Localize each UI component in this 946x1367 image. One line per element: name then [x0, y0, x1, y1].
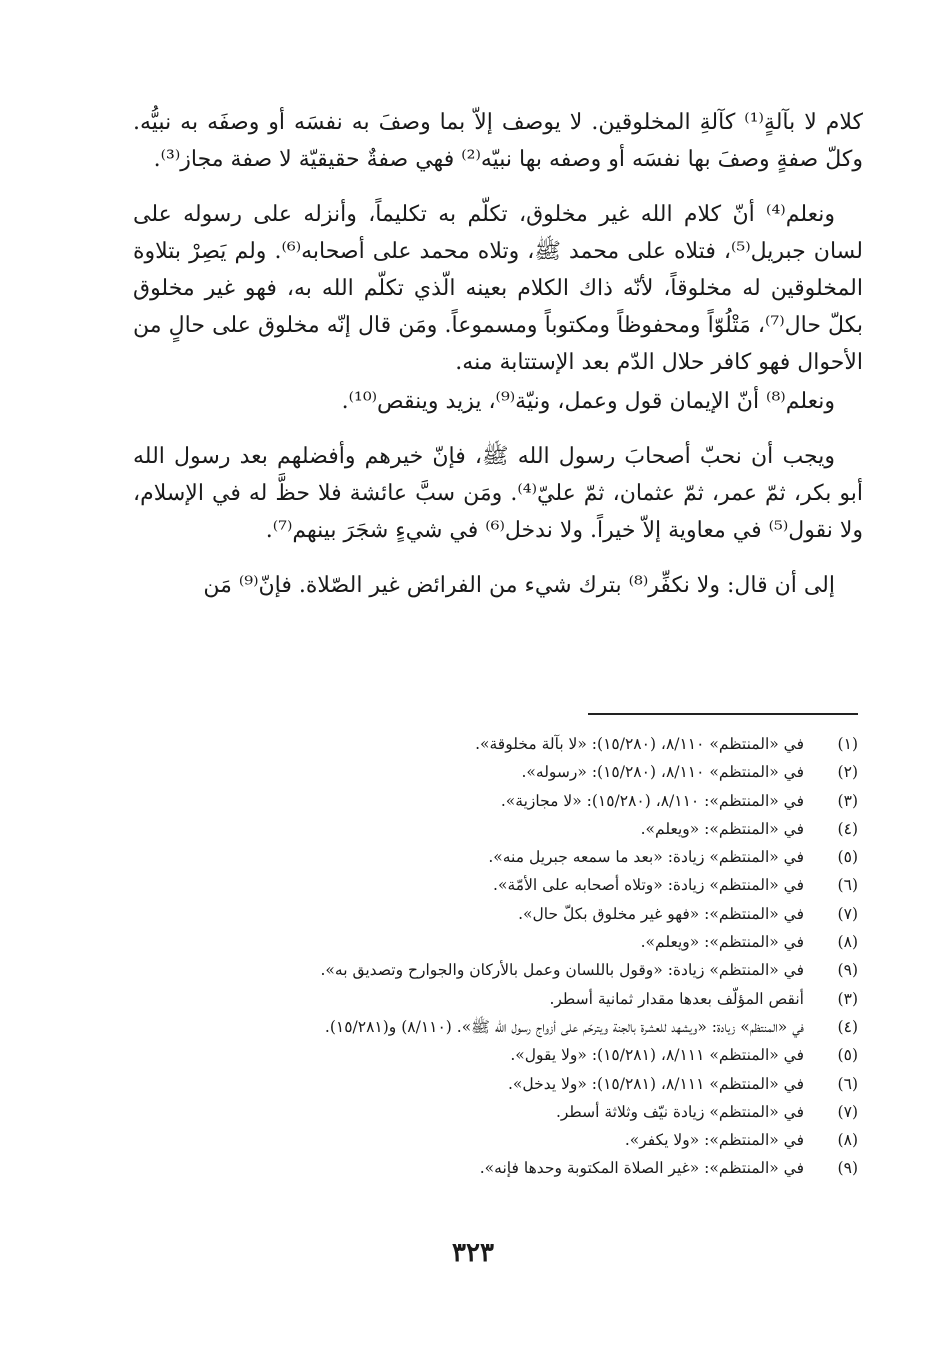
footnote-number: (٨) — [837, 1131, 858, 1150]
footnote-text: في «المنتظم» زيادة نيّف وثلاثة أسطر. — [555, 1102, 804, 1121]
footnote-separator — [588, 713, 858, 715]
footnote — [140, 758, 858, 786]
footnote — [140, 1013, 858, 1041]
footnote-text: في «المنتظم» ٨/١١٠، (١٥/٢٨٠): «لا بآلة مخلوقة». — [475, 735, 804, 753]
main-text — [133, 104, 863, 604]
footnote-text: في «المنتظم» ٨/١١١، (١٥/٢٨١): «ولا يدخل». — [507, 1074, 804, 1093]
footnote-number: (٣) — [837, 791, 858, 810]
footnote-number: (٥) — [837, 1046, 858, 1065]
footnote-number: (٢) — [837, 763, 858, 782]
footnote-text: في «المنتظم»: «ولا يكفر». — [624, 1131, 804, 1150]
footnote-text: في «المنتظم» زيادة: «بعد ما سمعه جبريل منه». — [488, 848, 804, 867]
footnote-number: (١) — [837, 735, 858, 753]
footnote-text: في «المنتظم» ٨/١١٠، (١٥/٢٨٠): «رسوله». — [521, 763, 804, 782]
paragraph-4: ويجب أن نحبّ أصحابَ رسول الله ﷺ، فإنّ خيرهم وأفضلهم بعد رسول الله أبو بكر، ثمّ عمر، ثمّ عثمان، ثمّ عليّ⁽⁴⁾. ومَن سبَّ عائشة فلا حظَّ له في الإسلام، ولا نقول⁽⁵⁾ في معاوية إلاّ خيراً. ولا ندخل⁽⁶⁾ في شيءٍ شجَرَ بينهم⁽⁷⁾. — [133, 444, 864, 543]
footnote-text: في «المنتظم» زيادة: «وقول باللسان وعمل بالأركان والجوارح وتصديق به». — [320, 961, 804, 980]
footnote — [140, 1098, 858, 1126]
paragraph-1: كلام لا بآلةٍ⁽¹⁾ كآلةِ المخلوقين. لا يوصف إلاّ بما وصفَ به نفسَه أو وصفَه به نبيُّه. وكلّ صفةٍ وصفَ بها نفسَه أو وصفه بها نبيّه⁽²⁾ فهي صفةٌ حقيقيّة لا صفة مجاز⁽³⁾. — [133, 110, 864, 172]
footnote-text: في «المنتظم» ٨/١١١، (١٥/٢٨١): «ولا يقول». — [510, 1046, 804, 1065]
footnote-text: في «المنتظم»: «ويعلم». — [640, 819, 804, 838]
footnote — [140, 843, 858, 871]
footnote-text: في «المنتظم» زيادة: «ويشهد للعشرة بالجنة ويترحّم على أزواج رسول الله ﷺ». (٨/١١٠) و(١٥/٢٨١). — [324, 1017, 804, 1036]
footnote — [140, 1041, 858, 1069]
footnote — [140, 900, 858, 928]
paragraph-5: إلى أن قال: ولا نكفِّر⁽⁸⁾ بترك شيء من الفرائض غير الصّلاة. فإنّ⁽⁹⁾ مَن — [203, 573, 835, 598]
footnote-text: في «المنتظم»: «غير الصلاة المكتوبة وحدها فإنه». — [479, 1159, 804, 1178]
footnote-number: (٦) — [837, 876, 858, 895]
footnote — [140, 928, 858, 956]
footnote-number: (٥) — [837, 848, 858, 867]
footnote — [140, 871, 858, 899]
footnote-number: (٤) — [837, 819, 858, 838]
footnote-number: (٨) — [837, 933, 858, 952]
footnote — [140, 1126, 858, 1154]
paragraph-2: ونعلم⁽⁴⁾ أنّ كلام الله غير مخلوق، تكلّم به تكليماً، وأنزله على رسوله على لسان جبريل⁽⁵⁾، فتلاه على محمد ﷺ، وتلاه محمد على أصحابه⁽⁶⁾. ولم يَصِرْ بتلاوة المخلوقين له مخلوقاً، لأنّه ذاك الكلام بعينه الّذي تكلّم الله به، فهو غير مخلوق بكلّ حال⁽⁷⁾، مَتْلُوّاً ومحفوظاً ومكتوباً ومسموعاً. ومَن قال إنّه مخلوق على حالٍ من الأحوال فهو كافر حلال الدّم بعد الإستتابة منه. — [133, 202, 863, 375]
footnote — [140, 956, 858, 984]
footnote — [140, 815, 858, 843]
footnote-text: أنقص المؤلّف بعدها مقدار ثمانية أسطر. — [549, 989, 804, 1008]
footnote-text: في «المنتظم»: «ويعلم». — [640, 933, 804, 952]
footnote-text: في «المنتظم» زيادة: «وتلاه أصحابه على الأمّة». — [493, 876, 804, 895]
footnote-number: (٧) — [837, 1102, 858, 1121]
footnote — [140, 985, 858, 1013]
footnote — [140, 1154, 858, 1182]
footnote-text: في «المنتظم»: «فهو غير مخلوق بكلّ حال». — [518, 904, 804, 923]
footnote — [140, 1070, 858, 1098]
paragraph-3: ونعلم⁽⁸⁾ أنّ الإيمان قول وعمل، ونيّة⁽⁹⁾، يزيد وينقص⁽¹⁰⁾. — [341, 389, 835, 414]
footnotes — [140, 730, 858, 1183]
footnote-number: (٦) — [837, 1074, 858, 1093]
footnote-number: (٩) — [837, 961, 858, 980]
footnote — [140, 730, 858, 758]
footnote-text: في «المنتظم»: ٨/١١٠، (١٥/٢٨٠): «لا مجازية». — [500, 791, 804, 810]
page-number: ٣٢٣ — [452, 1238, 494, 1268]
footnote-number: (٩) — [837, 1159, 858, 1178]
footnote-number: (٧) — [837, 904, 858, 923]
footnote-number: (٤) — [837, 1017, 858, 1036]
footnote-number: (٣) — [837, 989, 858, 1008]
footnote — [140, 787, 858, 815]
